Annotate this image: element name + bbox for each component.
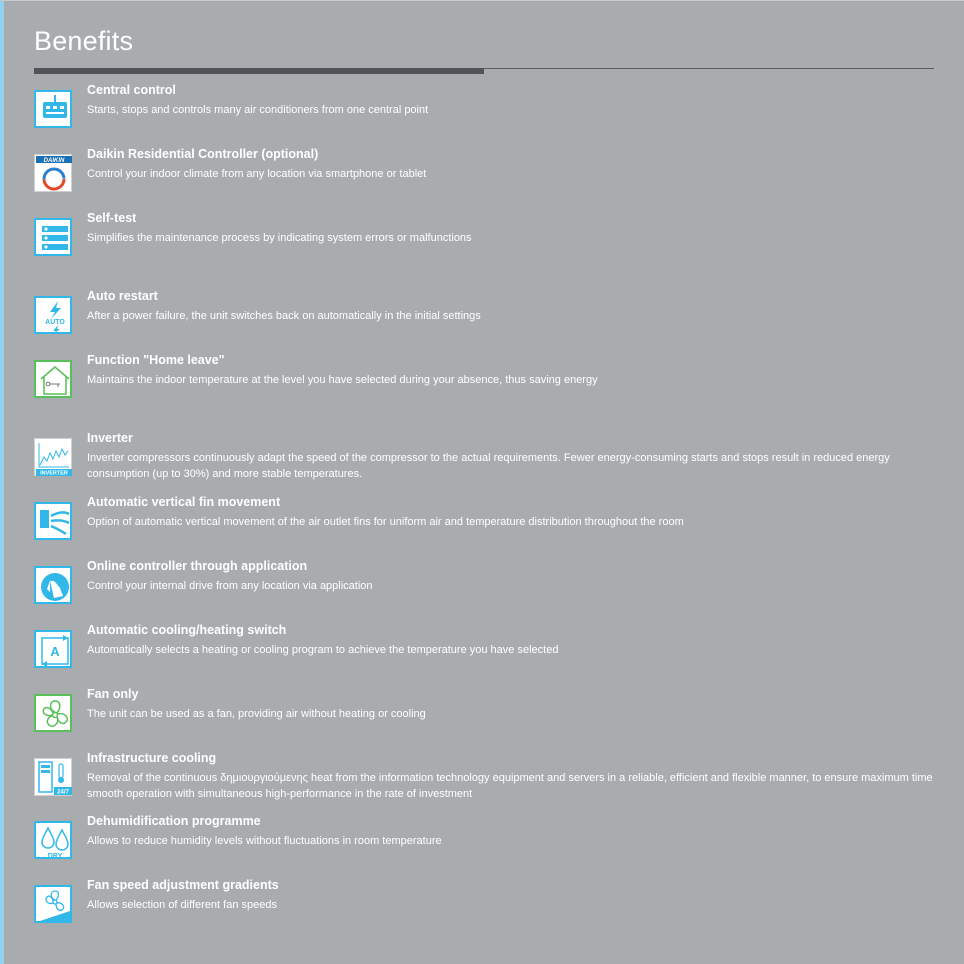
benefit-description: Automatically selects a heating or cooling program to achieve the temperature you have selected [87,644,559,656]
home-leave-icon [34,360,72,398]
benefit-description: Allows to reduce humidity levels without fluctuations in room temperature [87,835,442,847]
benefit-description: Maintains the indoor temperature at the level you have selected during your absence, thus saving energy [87,374,598,386]
daikin-logo-text: DAIKIN [43,158,65,164]
vertical-fin-icon [34,502,72,540]
central-control-icon [34,90,72,128]
benefit-description: Simplifies the maintenance process by indicating system errors or malfunctions [87,232,472,244]
benefit-title: Fan only [87,687,139,701]
benefit-description: Option of automatic vertical movement of the air outlet fins for uniform air and temperature distribution throughout the room [87,516,684,528]
auto-label: AUTO [45,319,65,326]
online-controller-icon [34,566,72,604]
fan-speed-icon [34,885,72,923]
dehumidification-icon [34,821,72,859]
auto-mode-letter: A [50,644,60,659]
benefit-title: Online controller through application [87,559,308,573]
page-title: Benefits [34,26,134,56]
benefit-title: Inverter [87,431,133,445]
benefit-description: Removal of the continuous δημιουργιούμενης heat from the information technology equipment and servers in a reliable, efficient and flexible manner, to ensure maximum time smooth operation with simultaneous high-performance in the rate of investment [87,772,933,800]
benefit-title: Dehumidification programme [87,814,261,828]
benefit-title: Infrastructure cooling [87,751,217,765]
inverter-label: INVERTER [40,470,68,477]
fan-only-icon [34,694,72,732]
benefit-title: Function "Home leave" [87,353,225,367]
always-on-label: 24/7 [57,789,69,796]
benefit-title: Daikin Residential Controller (optional) [87,147,319,161]
daikin-controller-icon [34,154,72,192]
title-divider-accent [34,68,484,74]
benefit-description: Starts, stops and controls many air conditioners from one central point [87,104,429,116]
dry-label: DRY [47,853,63,860]
self-test-icon [34,218,72,256]
benefit-title: Central control [87,83,176,97]
top-border [0,0,964,1]
inverter-icon [34,438,72,476]
infrastructure-cooling-icon [34,758,72,796]
benefit-title: Fan speed adjustment gradients [87,878,279,892]
benefit-description: Inverter compressors continuously adapt the speed of the compressor to the actual requirements. Fewer energy-consuming starts and stops result in reduced energy consumption (up to 30%) and more stable temperatures. [87,452,890,480]
benefit-description: Allows selection of different fan speeds [87,899,277,911]
benefit-title: Automatic cooling/heating switch [87,623,287,637]
left-accent-stripe [0,0,4,964]
benefit-title: Auto restart [87,289,158,303]
benefit-description: Control your internal drive from any location via application [87,580,373,592]
auto-restart-icon [34,296,72,334]
benefit-description: Control your indoor climate from any location via smartphone or tablet [87,168,427,180]
benefit-title: Self-test [87,211,137,225]
benefit-description: After a power failure, the unit switches back on automatically in the initial settings [87,310,481,322]
auto-switch-icon [34,630,72,668]
benefit-description: The unit can be used as a fan, providing air without heating or cooling [87,708,426,720]
benefit-title: Automatic vertical fin movement [87,495,281,509]
